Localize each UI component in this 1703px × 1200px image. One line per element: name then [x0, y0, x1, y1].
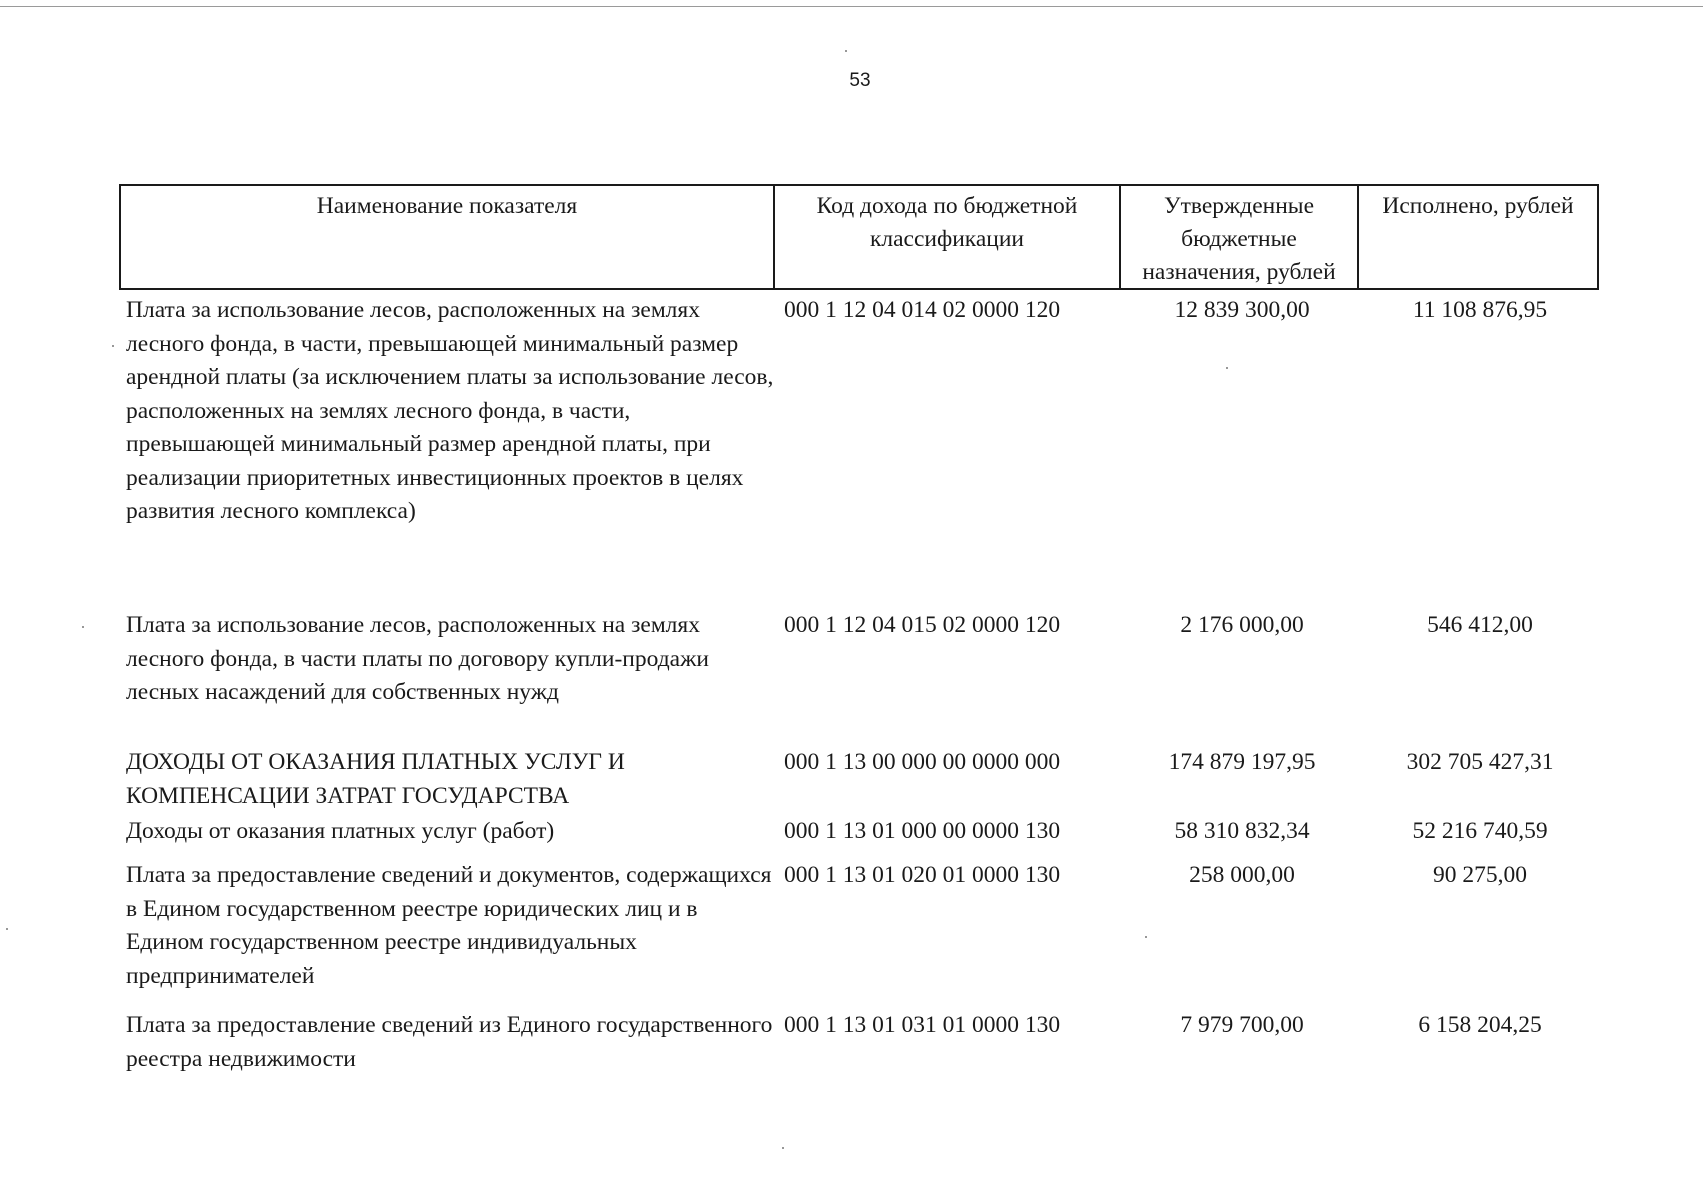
header-approved: Утвержденные бюджетные назначения, рублей	[1119, 186, 1357, 288]
page-number: 53	[849, 70, 871, 91]
row-name: Доходы от оказания платных услуг (работ)	[126, 818, 555, 844]
table-header	[119, 184, 1599, 290]
header-code: Код дохода по бюджетной классификации	[773, 186, 1119, 288]
header-done: Исполнено, рублей	[1357, 186, 1597, 288]
row-code: 000 1 13 00 000 00 0000 000	[784, 749, 1061, 775]
scan-speck	[1145, 936, 1147, 938]
row-approved: 7 979 700,00	[1180, 1012, 1304, 1038]
scan-top-rule	[0, 6, 1703, 7]
row-approved: 12 839 300,00	[1174, 297, 1310, 323]
scan-speck	[782, 1147, 784, 1149]
row-code: 000 1 12 04 015 02 0000 120	[784, 612, 1061, 638]
row-name: Плата за предоставление сведений и документов, содержащихся в Едином государственном реестре юридических лиц и в Едином государственном реестре индивидуальных предпринимателей	[126, 862, 772, 989]
scan-speck	[845, 50, 847, 52]
row-done: 302 705 427,31	[1406, 749, 1554, 775]
scan-speck	[6, 928, 8, 930]
row-done: 6 158 204,25	[1418, 1012, 1542, 1038]
row-name: Плата за использование лесов, расположенных на землях лесного фонда, в части платы по договору купли-продажи лесных насаждений для собственных нужд	[126, 612, 709, 705]
row-done: 90 275,00	[1433, 862, 1527, 888]
scan-speck	[1226, 367, 1228, 369]
row-code: 000 1 13 01 000 00 0000 130	[784, 818, 1061, 844]
row-done: 11 108 876,95	[1412, 297, 1548, 323]
header-name: Наименование показателя	[316, 193, 578, 219]
row-name: Плата за использование лесов, расположенных на землях лесного фонда, в части, превышающей минимальный размер арендной платы (за исключением платы за использование лесов, расположенных на землях лесного фонда, в части, превышающей минимальный размер арендной платы, при реализации приоритетных инвестиционных проектов в целях развития лесного комплекса)	[126, 297, 774, 524]
row-code: 000 1 13 01 031 01 0000 130	[784, 1012, 1061, 1038]
row-done: 546 412,00	[1427, 612, 1533, 638]
row-approved: 258 000,00	[1189, 862, 1295, 888]
row-code: 000 1 13 01 020 01 0000 130	[784, 862, 1061, 888]
row-code: 000 1 12 04 014 02 0000 120	[784, 297, 1061, 323]
row-name: ДОХОДЫ ОТ ОКАЗАНИЯ ПЛАТНЫХ УСЛУГ И КОМПЕНСАЦИИ ЗАТРАТ ГОСУДАРСТВА	[126, 749, 625, 809]
row-done: 52 216 740,59	[1412, 818, 1548, 844]
row-approved: 58 310 832,34	[1174, 818, 1310, 844]
row-approved: 174 879 197,95	[1168, 749, 1316, 775]
row-approved: 2 176 000,00	[1180, 612, 1304, 638]
scan-speck	[112, 345, 114, 347]
row-name: Плата за предоставление сведений из Единого государственного реестра недвижимости	[126, 1012, 773, 1072]
scan-speck	[82, 626, 84, 628]
